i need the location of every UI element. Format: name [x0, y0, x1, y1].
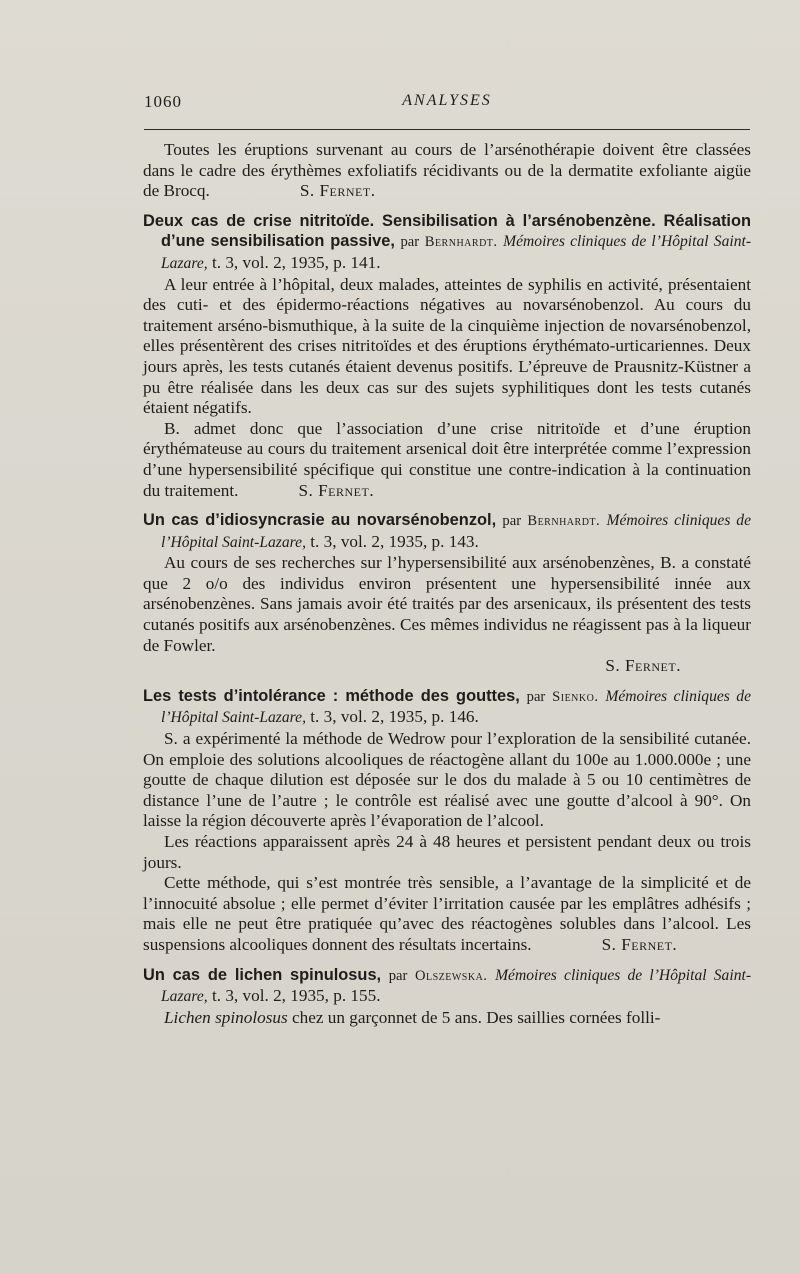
journal-reference: t. 3, vol. 2, 1935, p. 155.	[211, 986, 381, 1006]
paragraph-text: Cette méthode, qui s’est montrée très sensible, a l’avantage de la simplicité et de l’innocuité absolue ; elle permet d’éviter l’irritation causée par les emplâtres adhésifs ; mais elle ne peut être pratiquée qu’avec des réactogènes solubles dans l’alcool. Les suspensions alcooliques donnent des résultats incertains.	[143, 873, 751, 954]
page-body	[143, 140, 751, 1028]
journal-name: Mémoires cliniques de l’Hôpital Saint-Lazare,	[161, 512, 752, 551]
author-name: Bernhardt.	[527, 513, 601, 530]
running-head: ANALYSES	[402, 92, 492, 109]
signature: S. Fernet.	[601, 934, 678, 954]
disease-name: Lichen spinolosus	[164, 1007, 288, 1027]
signature: S. Fernet.	[298, 480, 375, 500]
by-word: par	[502, 513, 522, 530]
author-name: Olszewska.	[414, 967, 488, 984]
abstract-paragraph	[143, 873, 751, 955]
signature: S. Fernet.	[605, 656, 681, 676]
abstract-title-2	[143, 510, 751, 553]
continuation-paragraph	[143, 140, 751, 202]
abstract-title-1	[143, 211, 751, 275]
page-header	[144, 92, 750, 114]
page-number: 1060	[144, 92, 182, 111]
abstract-title-3	[143, 686, 751, 729]
paragraph-text: chez un garçonnet de 5 ans. Des saillies cornées folli-	[291, 1007, 661, 1027]
by-word: par	[388, 967, 408, 984]
abstract-paragraph: Au cours de ses recherches sur l’hypersensibilité aux arsénobenzènes, B. a constaté que 2 o/o des individus environ présentent une hypersensibilité innée aux arsénobenzènes. Sans jamais avoir été traités par des arsenicaux, ils présentent des tests cutanés positifs aux arsénobenzènes. Ces mêmes individus ne réagissent pas à la liqueur de Fowler.	[143, 553, 751, 655]
journal-reference: t. 3, vol. 2, 1935, p. 146.	[310, 707, 479, 727]
journal-name: Mémoires cliniques de l’Hôpital Saint-Lazare,	[161, 966, 752, 1006]
by-word: par	[400, 234, 420, 251]
by-word: par	[526, 688, 546, 705]
continuation-text: Toutes les éruptions survenant au cours de l’arsénothérapie doivent être classées dans le cadre des érythèmes exfoliatifs récidivants ou de la dermatite exfoliante aigüe de Brocq.	[143, 140, 751, 201]
journal-name: Mémoires cliniques de l’Hôpital Saint-Lazare,	[161, 233, 752, 272]
signature: S. Fernet.	[299, 181, 376, 201]
paragraph-text: B. admet donc que l’association d’une crise nitritoïde et d’une éruption érythémateuse au cours du traitement arsenical doit être interprétée comme l’expression d’une hypersensibilité spécifique qui constitue une contre-indication à la continuation du traitement.	[143, 418, 751, 500]
author-name: Bernhardt.	[424, 234, 498, 251]
abstract-paragraph: S. a expérimenté la méthode de Wedrow pour l’exploration de la sensibilité cutanée. On emploie des solutions alcooliques de réactogène allant du 100e au 1.000.000e ; une goutte de chaque dilution est déposée sur le dos du malade à 5 ou 10 centimètres de distance l’une de l’autre ; le contrôle est réalisé avec une goutte d’alcool à 90°. On laisse la région découverte après l’évaporation de l’alcool.	[143, 729, 751, 831]
journal-reference: t. 3, vol. 2, 1935, p. 141.	[211, 252, 381, 272]
article-title: Un cas de lichen spinulosus,	[143, 965, 382, 984]
article-title: Un cas d’idiosyncrasie au novarsénobenzol,	[143, 511, 497, 530]
journal-reference: t. 3, vol. 2, 1935, p. 143.	[310, 531, 479, 551]
abstract-paragraph: Les réactions apparaissent après 24 à 48 heures et persistent pendant deux ou trois jours.	[143, 832, 751, 872]
abstract-title-4	[143, 965, 751, 1008]
article-title: Deux cas de crise nitritoïde. Sensibilisation à l’arsénobenzène. Réalisation d’une sensibilisation passive,	[143, 211, 751, 251]
author-name: Sienko.	[552, 688, 599, 705]
article-title: Les tests d’intolérance : méthode des gouttes,	[143, 686, 520, 705]
abstract-paragraph: A leur entrée à l’hôpital, deux malades, atteintes de syphilis en activité, présentaient des cuti- et des épidermo-réactions négatives au novarsénobenzol. Au cours du traitement arséno-bismuthique, à la suite de la cinquième injection de novarsénobenzol, elles présentèrent des crises nitritoïdes et des éruptions érythémato-urticariennes. Deux jours après, les tests cutanés étaient devenus positifs. L’épreuve de Prausnitz-Küstner a pu être réalisée dans les deux cas sur des sujets syphilitiques dont les tests cutanés étaient négatifs.	[143, 274, 751, 418]
journal-name: Mémoires cliniques de l’Hôpital Saint-Lazare,	[161, 687, 752, 727]
header-rule	[144, 129, 750, 130]
abstract-paragraph	[143, 1008, 751, 1029]
abstract-paragraph	[143, 419, 751, 501]
